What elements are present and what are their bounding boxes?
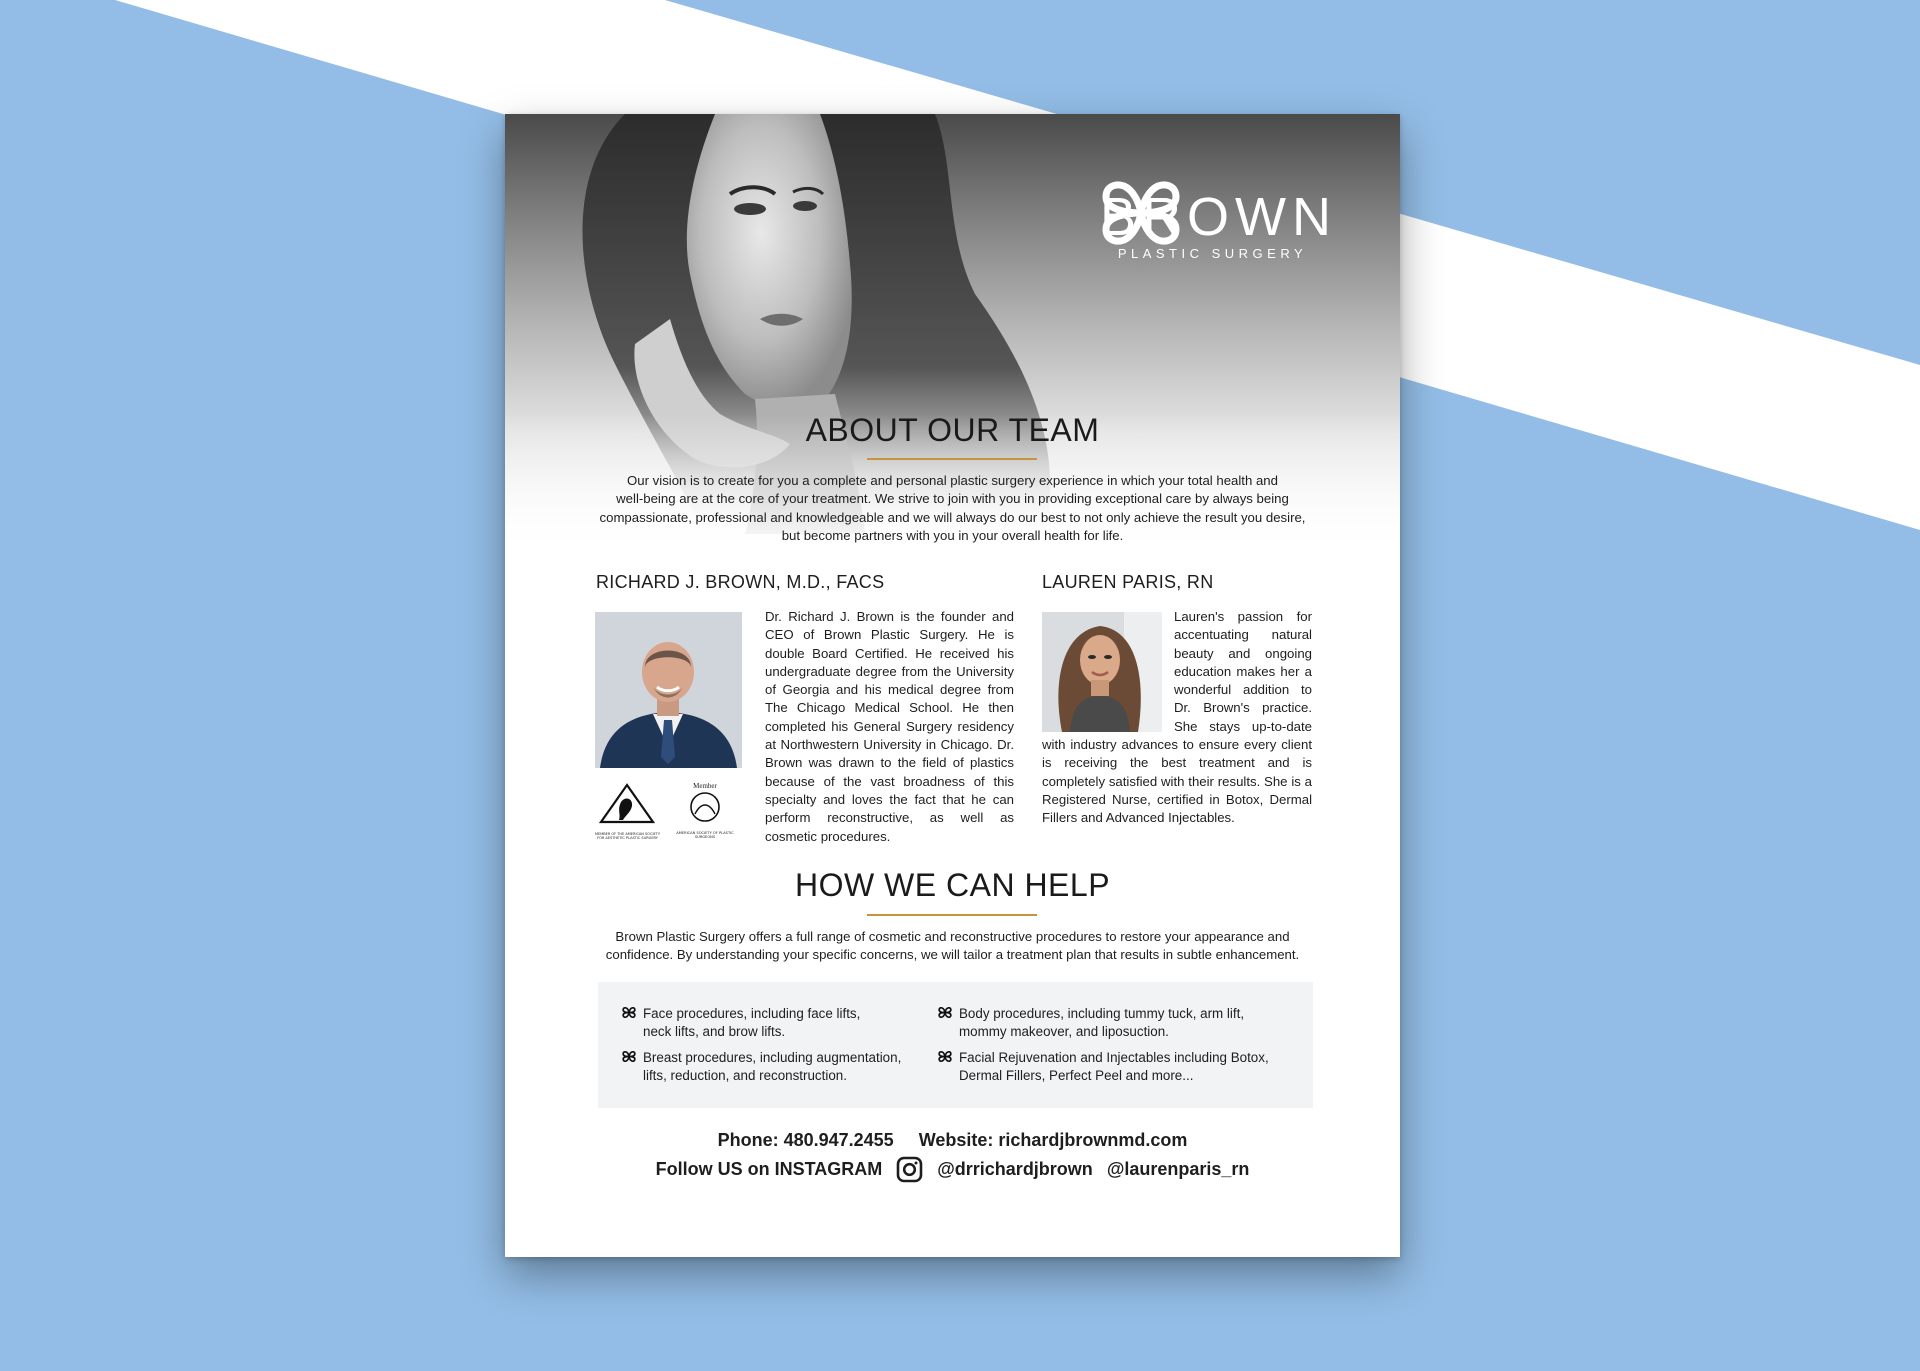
instagram-handle-lauren[interactable]: @laurenparis_rn xyxy=(1106,1159,1250,1179)
phone-number[interactable]: Phone: 480.947.2455 xyxy=(717,1130,894,1150)
service-item-body xyxy=(938,1005,1244,1042)
about-line: compassionate, professional and knowledgeable and we will always do our best to not only achieve the result you desire, xyxy=(599,509,1306,525)
about-line: well-being are at the core of your treatment. We strive to join with you in providing exceptional care by always being xyxy=(616,491,1289,507)
service-line: Body procedures, including tummy tuck, arm lift, xyxy=(959,1006,1245,1021)
logo-mark-bullet-icon xyxy=(622,1007,636,1018)
instagram-handle-richard[interactable]: @drrichardjbrown xyxy=(937,1159,1093,1179)
instagram-icon[interactable] xyxy=(896,1156,923,1183)
flyer-page xyxy=(505,114,1400,1257)
logo-mark-bullet-icon xyxy=(938,1051,952,1062)
service-line: lifts, reduction, and reconstruction. xyxy=(643,1068,847,1084)
about-line: Our vision is to create for you a complete and personal plastic surgery experience in which your total health and xyxy=(627,473,1278,488)
service-line: mommy makeover, and liposuction. xyxy=(959,1024,1169,1040)
help-line: Brown Plastic Surgery offers a full range of cosmetic and reconstructive procedures to restore your appearance and xyxy=(615,929,1290,944)
brand-logo xyxy=(1100,180,1337,261)
service-line: Face procedures, including face lifts, xyxy=(643,1006,861,1021)
service-item-face xyxy=(622,1005,860,1042)
lauren-name: LAUREN PARIS, RN xyxy=(1042,572,1214,592)
asaps-badge-text: MEMBER OF THE AMERICAN SOCIETY FOR AESTHETIC PLASTIC SURGERY xyxy=(595,832,660,840)
website-link[interactable]: Website: richardjbrownmd.com xyxy=(918,1130,1188,1150)
help-title-rule xyxy=(867,914,1037,916)
asps-badge-text: AMERICAN SOCIETY OF PLASTIC SURGEONS xyxy=(676,831,734,839)
service-line: Breast procedures, including augmentation, xyxy=(643,1050,902,1065)
service-line: neck lifts, and brow lifts. xyxy=(643,1024,786,1040)
asps-badge xyxy=(675,782,735,844)
services-panel xyxy=(598,982,1313,1108)
contact-line xyxy=(505,1130,1400,1151)
about-title-rule xyxy=(867,458,1037,460)
service-item-breast xyxy=(622,1049,901,1086)
lauren-bio-text: Lauren's passion for accentuating natural beauty and ongoing education makes her a wonderful addition to Dr. Brown's practice. She stays up-to-date with industry advances to ensure every client is receiving the best treatment and is completely satisfied with their results. She is a Registered Nurse, certified in Botox, Dermal Fillers and Advanced Injectables. xyxy=(1042,609,1312,826)
asps-member-label: Member xyxy=(693,782,717,790)
richard-bio: Dr. Richard J. Brown is the founder and CEO of Brown Plastic Surgery. He is double Board Certified. He received his undergraduate degree from the University of Georgia and his medical degree from The Chicago Medical School. He then completed his General Surgery residency at Northwestern University in Chicago. Dr. Brown was drawn to the field of plastics because of the vast broadness of this specialty and loves the fact that he can perform reconstructive, as well as cosmetic procedures. xyxy=(765,609,1014,844)
about-line: but become partners with you in your overall health for life. xyxy=(781,527,1124,543)
asaps-badge xyxy=(595,782,660,842)
lauren-photo-wrap-spacer xyxy=(1042,608,1174,732)
brand-name: BROWN xyxy=(1100,187,1337,247)
lauren-bio xyxy=(1042,608,1312,828)
richard-photo xyxy=(595,612,742,768)
logo-mark-bullet-icon xyxy=(622,1051,636,1062)
logo-mark-icon xyxy=(1100,180,1182,246)
logo-mark-bullet-icon xyxy=(938,1007,952,1018)
service-line: Dermal Fillers, Perfect Peel and more... xyxy=(959,1068,1194,1084)
asaps-logo-icon xyxy=(595,782,660,827)
help-paragraph xyxy=(555,928,1350,965)
instagram-row xyxy=(505,1156,1400,1183)
asps-logo-icon xyxy=(675,790,735,826)
help-title: HOW WE CAN HELP xyxy=(794,867,1111,903)
help-line: confidence. By understanding your specific concerns, we will tailor a treatment plan that results in subtle enhancement. xyxy=(605,947,1300,963)
brand-tagline: PLASTIC SURGERY xyxy=(1117,246,1308,261)
instagram-follow-label: Follow US on INSTAGRAM xyxy=(655,1159,883,1179)
service-item-rejuvenation xyxy=(938,1049,1269,1086)
service-line: Facial Rejuvenation and Injectables including Botox, xyxy=(959,1050,1269,1065)
about-title: ABOUT OUR TEAM xyxy=(805,412,1100,448)
about-paragraph xyxy=(555,472,1350,545)
richard-name: RICHARD J. BROWN, M.D., FACS xyxy=(596,572,885,592)
